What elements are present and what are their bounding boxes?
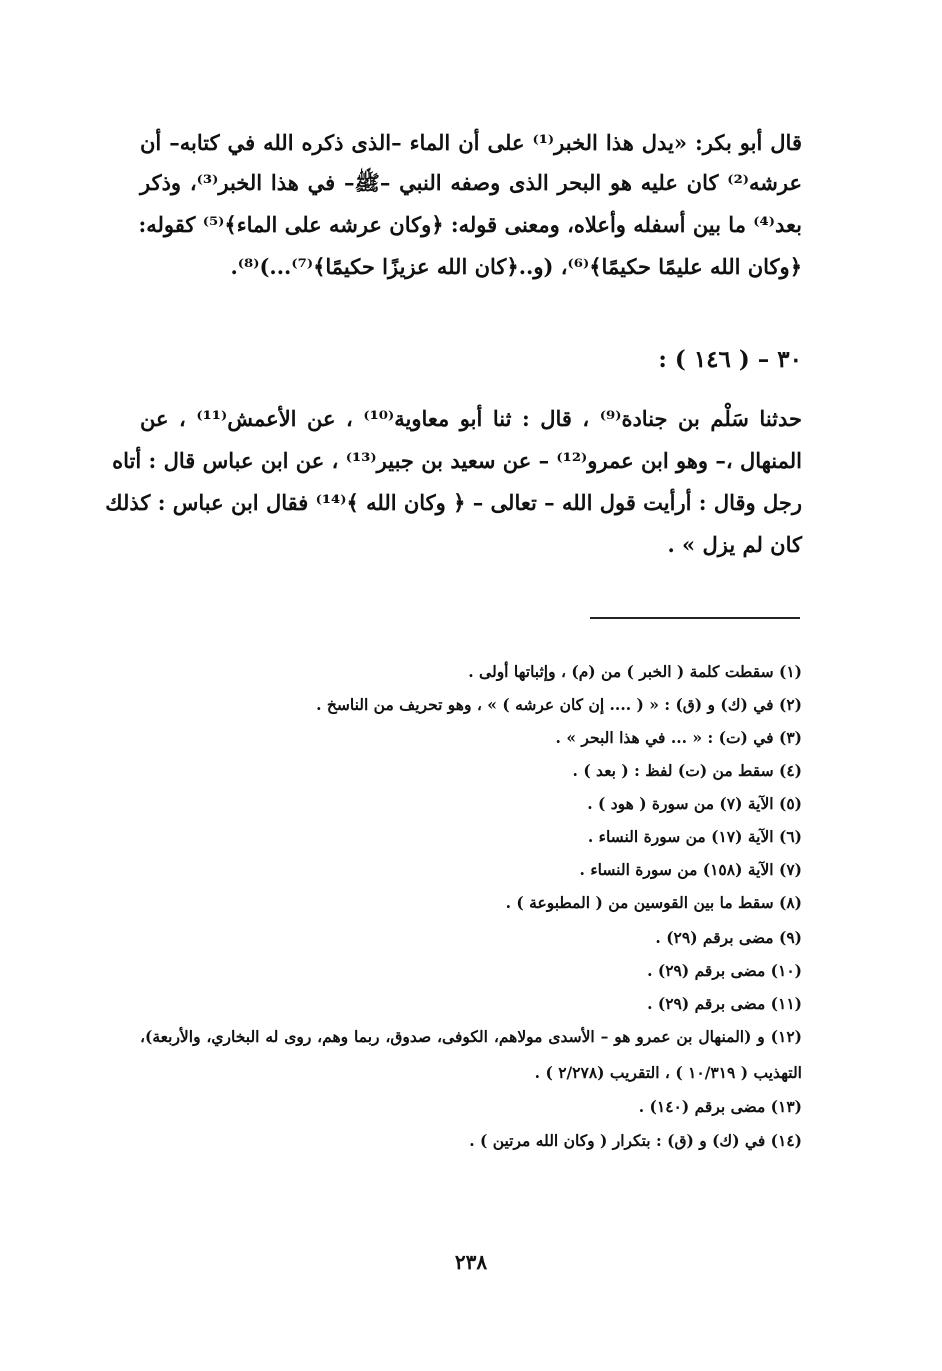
passage-1-line-1: قال أبو بكر: «يدل هذا الخبر⁽¹⁾ على أن الماء –الذى ذكره الله في كتابه– أن	[140, 130, 802, 155]
passage-2-line-1: حدثنا سَلْم بن جنادة⁽⁹⁾ ، قال : ثنا أبو معاوية⁽¹⁰⁾ ، عن الأعمش⁽¹¹⁾ ، عن	[140, 406, 803, 431]
page-number: ٢٣٨	[454, 1250, 488, 1274]
footnote-1: (١) سقطت كلمة ( الخبر ) من (م) ، وإثباتها أولى .	[468, 662, 802, 681]
footnote-5: (٥) الآية (٧) من سورة ( هود ) .	[587, 794, 802, 813]
footnote-14: (١٤) في (ك) و (ق) : بتكرار ( وكان الله مرتين ) .	[469, 1131, 802, 1150]
footnote-divider	[590, 617, 800, 619]
footnote-13: (١٣) مضى برقم (١٤٠) .	[638, 1097, 802, 1116]
passage-2-line-2: المنهال ،– وهو ابن عمرو⁽¹²⁾ – عن سعيد بن جبير⁽¹³⁾ ، عن ابن عباس قال : أتاه	[112, 448, 802, 473]
footnote-3: (٣) في (ت) : « ... في هذا البحر » .	[555, 728, 802, 747]
passage-1-line-4: ﴿وكان الله عليمًا حكيمًا﴾⁽⁶⁾، (و..﴿كان الله عزيزًا حكيمًا﴾⁽⁷⁾...)⁽⁸⁾.	[230, 254, 802, 279]
passage-2-line-4: كان لم يزل » .	[667, 532, 802, 557]
footnote-12-continued: التهذيب ( ١٠/٣١٩ ) ، التقريب (٢/٢٧٨ ) .	[534, 1063, 802, 1082]
footnote-7: (٧) الآية (١٥٨) من سورة النساء .	[579, 860, 802, 879]
footnote-12: (١٢) و (المنهال بن عمرو هو – الأسدى مولاهم، الكوفى، صدوق، ربما وهم، روى له البخاري، والأربعة)،	[140, 1027, 802, 1046]
passage-1-line-2: عرشه⁽²⁾ كان عليه هو البحر الذى وصفه النبي –ﷺ– في هذا الخبر⁽³⁾، وذكر	[140, 170, 802, 195]
footnote-9: (٩) مضى برقم (٢٩) .	[655, 928, 802, 947]
footnote-4: (٤) سقط من (ت) لفظ : ( بعد ) .	[572, 761, 802, 780]
footnote-11: (١١) مضى برقم (٢٩) .	[647, 994, 802, 1013]
footnote-6: (٦) الآية (١٧) من سورة النساء .	[587, 827, 802, 846]
footnote-8: (٨) سقط ما بين القوسين من ( المطبوعة ) .	[505, 893, 802, 912]
footnote-10: (١٠) مضى برقم (٢٩) .	[647, 961, 802, 980]
footnote-2: (٢) في (ك) و (ق) : « ( .... إن كان عرشه ) » ، وهو تحريف من الناسخ .	[316, 695, 802, 714]
passage-1-line-3: بعد⁽⁴⁾ ما بين أسفله وأعلاه، ومعنى قوله: ﴿وكان عرشه على الماء﴾⁽⁵⁾ كقوله:	[138, 212, 802, 237]
passage-2-line-3: رجل وقال : أرأيت قول الله – تعالى – ﴿ وكان الله ﴾⁽¹⁴⁾ فقال ابن عباس : كذلك	[105, 490, 802, 515]
section-heading: ٣٠ – ( ١٤٦ ) :	[658, 346, 802, 373]
